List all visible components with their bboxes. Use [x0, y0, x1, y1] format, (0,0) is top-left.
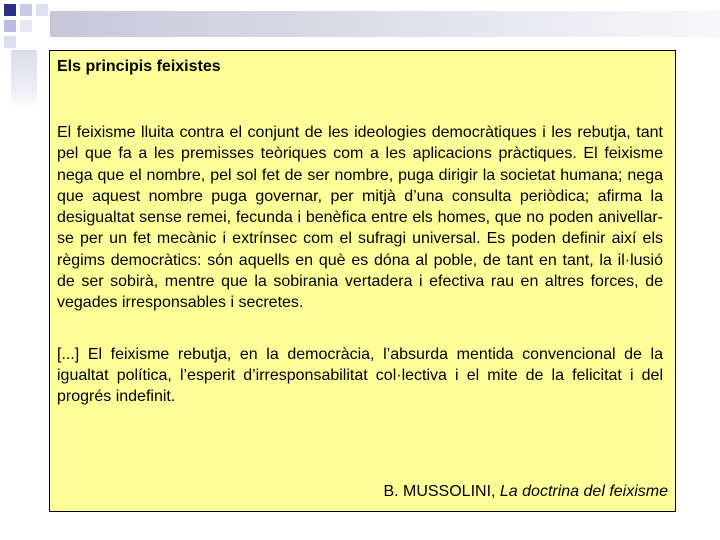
quote-box	[49, 50, 676, 512]
decorative-square	[4, 20, 16, 32]
decorative-square	[20, 20, 32, 32]
quote-paragraph-2: [...] El feixisme rebutja, en la democràcia, l’absurda mentida convencional de la igualtat política, l’esperit d’irresponsabilitat col·lectiva i el mite de la felicitat i del progrés indefinit.	[57, 345, 663, 406]
header-gradient-bar	[50, 11, 720, 37]
decorative-square	[4, 36, 16, 48]
decorative-square-dark	[4, 4, 16, 16]
quote-paragraph-1: El feixisme lluita contra el conjunt de les ideologies democràtiques i les rebutja, tant pel que fa a les premisses teòriques com a les aplicacions pràctiques. El feixisme nega que el nombre, pel sol fet de ser nombre, puga dirigir la societat humana; nega que aquest nombre puga governar, per mitjà d’una consulta periòdica; afirma la desigualtat sense remei, fecunda i benèfica entre els homes, que no poden anivellar-se per un fet mecànic i extrínsec com el sufragi universal. Es poden definir així els règims democràtics: són aquells en què es dóna al poble, de tant en tant, la il·lusió de ser sobirà, mentre que la sobirania vertadera i efectiva rau en altres forces, de vegades irresponsables i secretes.	[57, 124, 663, 312]
side-gradient-bar	[11, 50, 37, 110]
attribution-work-title: La doctrina del feixisme	[499, 483, 668, 500]
decorative-square	[20, 4, 32, 16]
slide-title: Els principis feixistes	[57, 58, 221, 75]
decorative-square	[36, 4, 48, 16]
attribution	[383, 482, 668, 502]
attribution-author: B. MUSSOLINI,	[383, 483, 500, 500]
